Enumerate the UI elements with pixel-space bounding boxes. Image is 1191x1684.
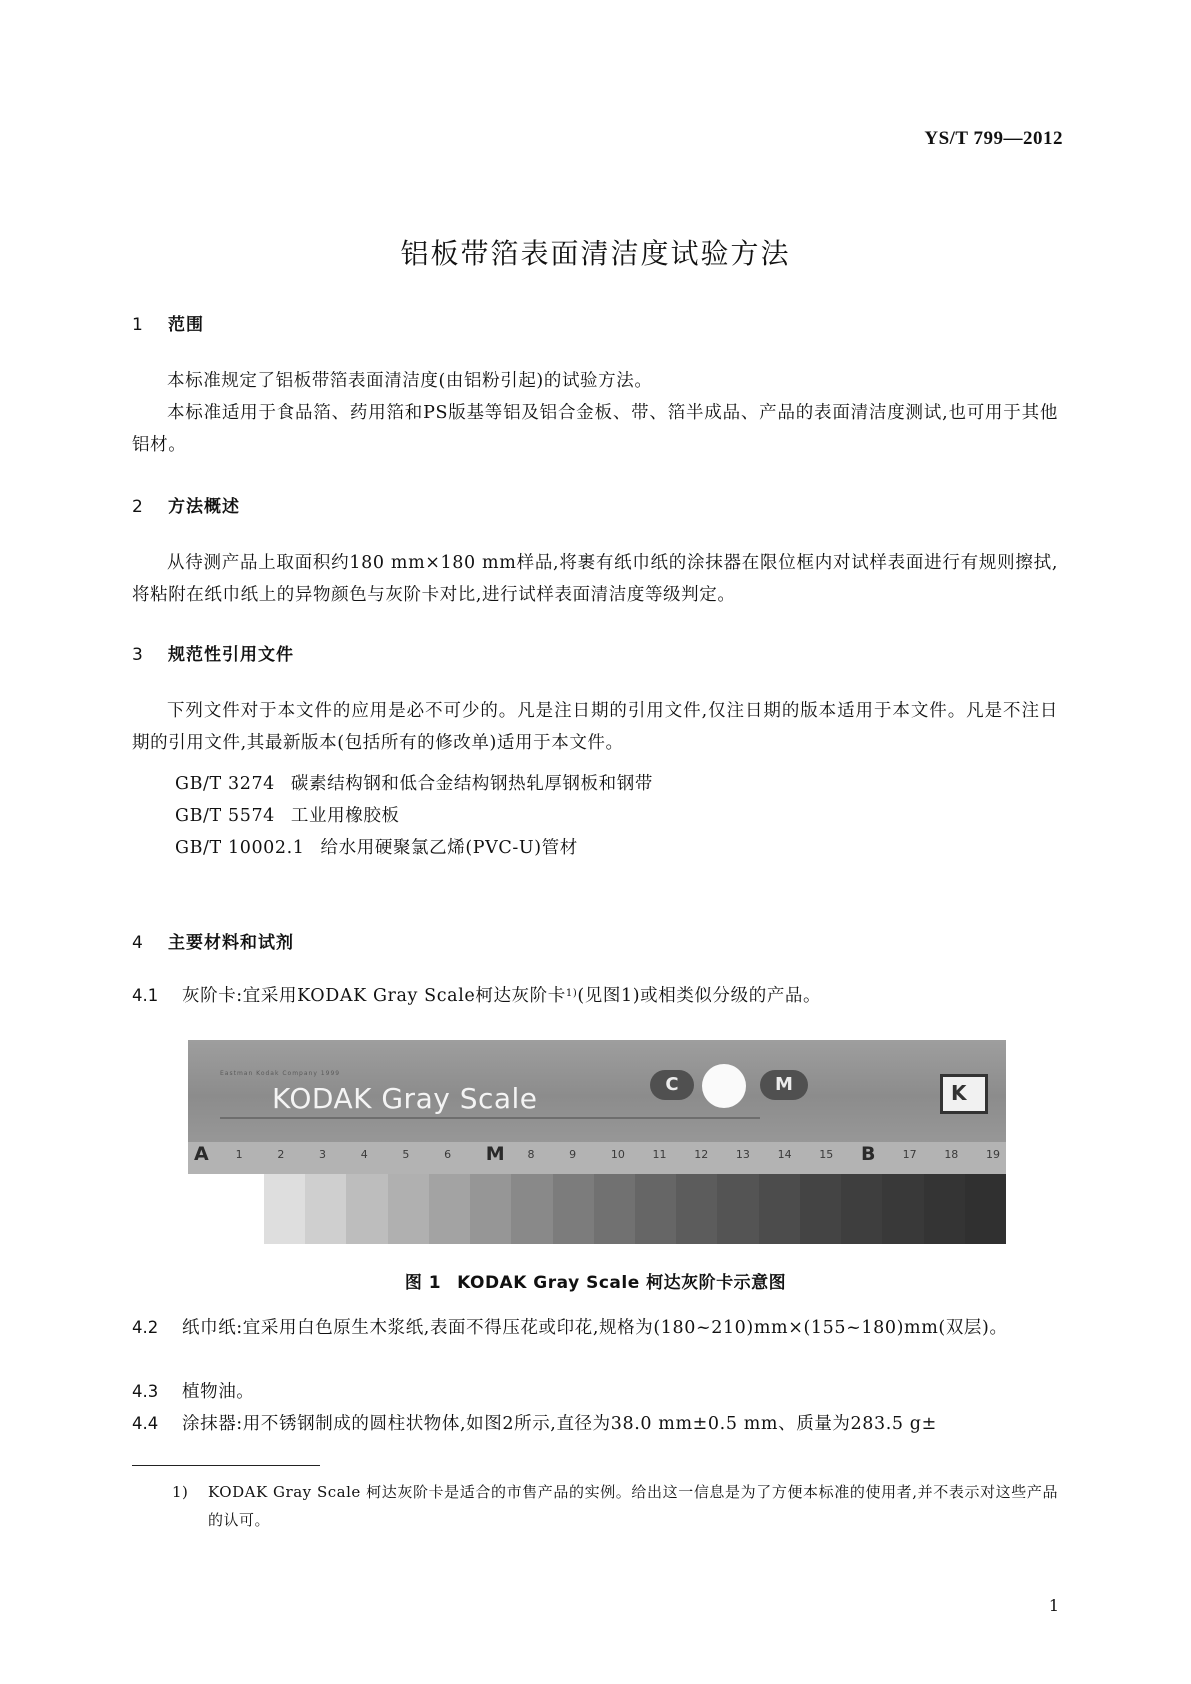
figure-caption xyxy=(0,1268,1191,1293)
reference-title: 碳素结构钢和低合金结构钢热轧厚钢板和钢带 xyxy=(290,774,653,794)
paragraph: 下列文件对于本文件的应用是必不可少的。凡是注日期的引用文件,仅注日期的版本适用于本文件。凡是不注日期的引用文件,其最新版本(包括所有的修改单)适用于本文件。 xyxy=(132,701,1058,753)
clause-text: 纸巾纸:宜采用白色原生木浆纸,表面不得压花或印花,规格为(180~210)mm×(155~180)mm(双层)。 xyxy=(182,1318,1008,1338)
gray-swatch xyxy=(759,1174,800,1244)
section-title: 主要材料和试剂 xyxy=(168,933,294,953)
gray-swatch xyxy=(594,1174,635,1244)
clause-text: 涂抹器:用不锈钢制成的圆柱状物体,如图2所示,直径为38.0 mm±0.5 mm、质量为283.5 g± xyxy=(182,1414,937,1434)
scale-label: 15 xyxy=(819,1148,834,1161)
scale-label: 1 xyxy=(235,1148,243,1161)
document-title: 铝板带箔表面清洁度试验方法 xyxy=(400,237,791,270)
scale-label: 10 xyxy=(610,1148,625,1161)
reference-item xyxy=(175,770,653,795)
gray-swatch xyxy=(676,1174,717,1244)
gray-swatch xyxy=(511,1174,552,1244)
scale-label: 5 xyxy=(402,1148,410,1161)
white-circle-icon xyxy=(702,1064,746,1108)
reference-item xyxy=(175,834,578,859)
gray-swatch xyxy=(882,1174,923,1244)
paragraph: 从待测产品上取面积约180 mm×180 mm样品,将裹有纸巾纸的涂抹器在限位框内对试样表面进行有规则擦拭,将粘附在纸巾纸上的异物颜色与灰阶卡对比,进行试样表面清洁度等级判定。 xyxy=(132,553,1058,605)
clause-number: 4.4 xyxy=(132,1414,159,1433)
standard-number: YS/T 799—2012 xyxy=(924,128,1063,149)
scale-label: 3 xyxy=(319,1148,327,1161)
maker-line: Eastman Kodak Company 1999 xyxy=(220,1070,341,1077)
scale-label: 13 xyxy=(735,1148,750,1161)
clause-4-1 xyxy=(132,980,1058,1012)
section-title: 规范性引用文件 xyxy=(168,645,294,665)
clause-number: 4.2 xyxy=(132,1318,159,1337)
clause-4-2 xyxy=(132,1312,1058,1344)
scale-labels-row xyxy=(188,1142,1006,1174)
gray-swatch xyxy=(717,1174,758,1244)
scale-label: 8 xyxy=(527,1148,535,1161)
section-heading-materials-reagents xyxy=(132,928,294,953)
card-rule xyxy=(220,1117,760,1119)
gray-scale-header xyxy=(188,1040,1006,1142)
gray-swatch xyxy=(965,1174,1006,1244)
section-number: 1 xyxy=(132,315,144,335)
kodak-gray-scale-figure xyxy=(188,1040,1006,1244)
gray-swatch xyxy=(800,1174,841,1244)
clause-4-3 xyxy=(132,1376,1058,1408)
scale-label: 6 xyxy=(444,1148,452,1161)
gray-swatch xyxy=(635,1174,676,1244)
section-heading-scope xyxy=(132,310,204,335)
gray-swatch xyxy=(305,1174,346,1244)
scale-label: A xyxy=(194,1143,209,1165)
card-brand: KODAK Gray Scale xyxy=(272,1082,538,1115)
clause-4-4 xyxy=(132,1408,1058,1440)
reference-code: GB/T 10002.1 xyxy=(175,838,305,858)
clause-number: 4.3 xyxy=(132,1382,159,1401)
page-number: 1 xyxy=(1048,1596,1059,1615)
footnote-marker: 1) xyxy=(565,988,578,999)
footnote-separator xyxy=(132,1465,320,1466)
gray-swatch xyxy=(470,1174,511,1244)
gray-swatch xyxy=(553,1174,594,1244)
scale-label: 19 xyxy=(986,1148,1000,1161)
paragraph: 本标准规定了铝板带箔表面清洁度(由铝粉引起)的试验方法。 xyxy=(167,371,653,391)
section-heading-normative-references xyxy=(132,640,294,665)
gray-swatch xyxy=(388,1174,429,1244)
kodak-logo-icon xyxy=(940,1074,988,1114)
section-number: 4 xyxy=(132,933,144,953)
figure-label: 图 1 xyxy=(404,1273,442,1293)
scale-label: 2 xyxy=(277,1148,285,1161)
reference-item xyxy=(175,802,400,827)
clause-text: 植物油。 xyxy=(182,1382,255,1402)
section-number: 2 xyxy=(132,497,144,517)
logo-letter: K xyxy=(951,1081,967,1105)
paragraph: 本标准适用于食品箔、药用箔和PS版基等铝及铝合金板、带、箔半成品、产品的表面清洁度测试,也可用于其他铝材。 xyxy=(132,403,1058,455)
reference-title: 工业用橡胶板 xyxy=(290,806,400,826)
section-heading-method-overview xyxy=(132,492,240,517)
gray-swatch xyxy=(346,1174,387,1244)
section-number: 3 xyxy=(132,645,144,665)
scale-label: 17 xyxy=(902,1148,917,1161)
scale-label: 14 xyxy=(777,1148,792,1161)
scale-label: 12 xyxy=(694,1148,709,1161)
figure-caption-text: KODAK Gray Scale 柯达灰阶卡示意图 xyxy=(457,1273,787,1293)
clause-text: 灰阶卡:宜采用KODAK Gray Scale柯达灰阶卡 xyxy=(182,986,566,1006)
footnote-text: KODAK Gray Scale 柯达灰阶卡是适合的市售产品的实例。给出这一信息是为了方便本标准的使用者,并不表示对这些产品的认可。 xyxy=(208,1483,1058,1529)
badge-c: C xyxy=(650,1070,694,1100)
scale-label: 4 xyxy=(360,1148,368,1161)
reference-title: 给水用硬聚氯乙烯(PVC-U)管材 xyxy=(320,838,578,858)
scale-label: 18 xyxy=(944,1148,959,1161)
gray-swatch xyxy=(264,1174,305,1244)
reference-code: GB/T 3274 xyxy=(175,774,275,794)
gray-swatches xyxy=(264,1174,1006,1244)
clause-text-continued: (见图1)或相类似分级的产品。 xyxy=(577,986,822,1006)
gray-swatch xyxy=(841,1174,882,1244)
badge-m: M xyxy=(760,1070,808,1100)
footnote-number: 1) xyxy=(172,1483,189,1501)
clause-number: 4.1 xyxy=(132,986,159,1005)
section-title: 范围 xyxy=(168,315,204,335)
scale-label: 9 xyxy=(569,1148,577,1161)
scale-label: M xyxy=(485,1143,505,1165)
gray-swatch xyxy=(924,1174,965,1244)
section-title: 方法概述 xyxy=(168,497,240,517)
scale-label: 11 xyxy=(652,1148,667,1161)
gray-swatch xyxy=(429,1174,470,1244)
scale-label: B xyxy=(860,1143,876,1165)
reference-code: GB/T 5574 xyxy=(175,806,275,826)
footnote xyxy=(166,1478,1058,1534)
